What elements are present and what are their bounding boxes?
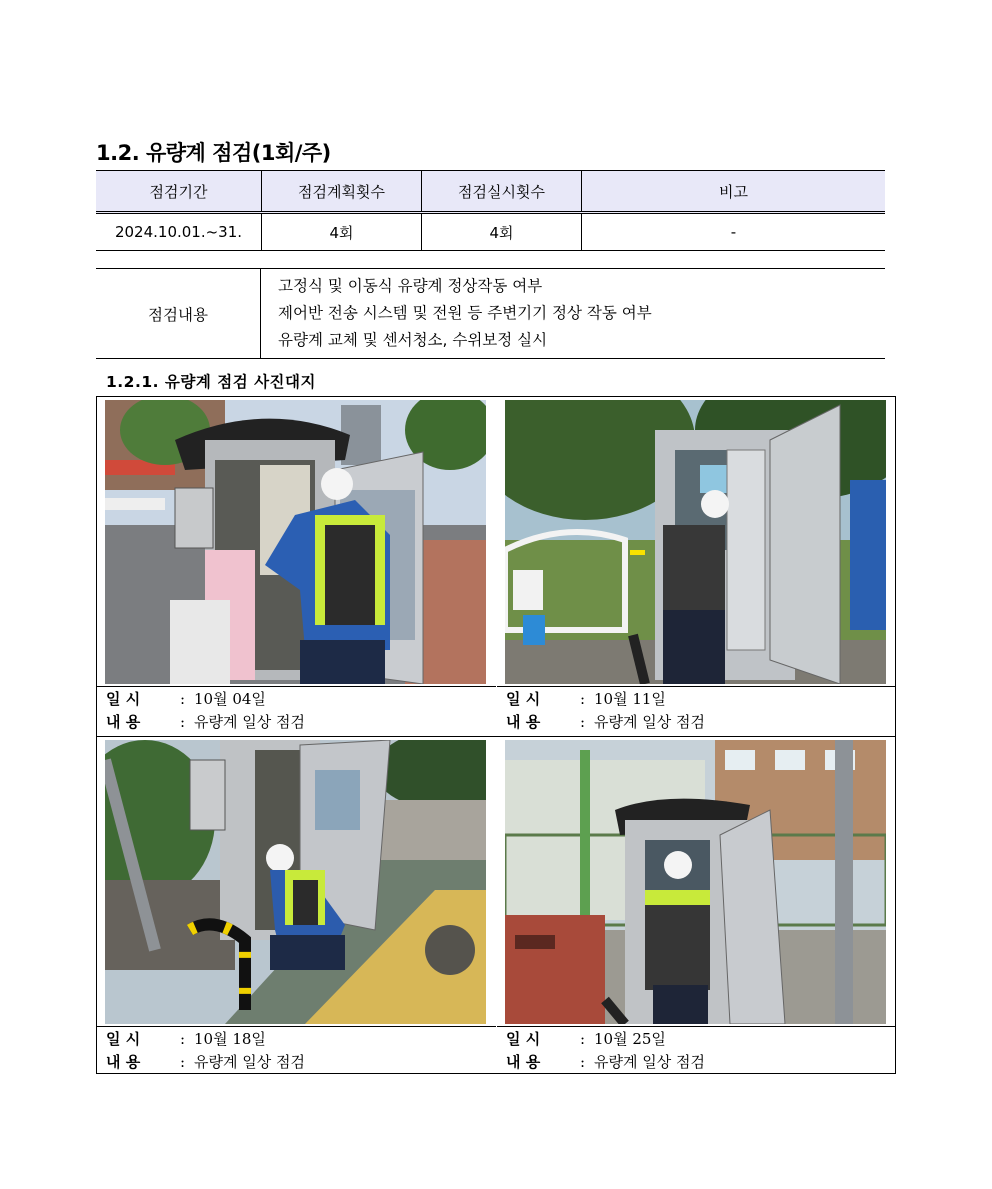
photo-caption-2 [497, 686, 896, 735]
separator: : [580, 690, 586, 708]
separator: : [580, 1053, 586, 1071]
date-label: 일 시 [506, 1030, 541, 1048]
photo-section-title: 1.2.1. 유량계 점검 사진대지 [106, 373, 316, 391]
inspection-photo-1 [105, 400, 486, 684]
content-label: 내 용 [506, 1053, 541, 1071]
content-item: 제어반 전송 시스템 및 전원 등 주변기기 정상 작동 여부 [278, 304, 652, 322]
content-table [96, 268, 885, 359]
separator: : [180, 690, 186, 708]
caption-content-line [506, 1051, 705, 1073]
caption-date-line [506, 688, 666, 710]
caption-date-line [506, 1028, 666, 1050]
separator: : [180, 1053, 186, 1071]
inspection-photo-4 [505, 740, 886, 1024]
header-remarks: 비고 [582, 171, 886, 213]
content-item: 유량계 교체 및 센서청소, 수위보정 실시 [278, 331, 548, 349]
inspection-photo-2 [505, 400, 886, 684]
photo-date: 10월 11일 [594, 690, 666, 708]
caption-content-line [106, 711, 305, 733]
date-label: 일 시 [106, 1030, 141, 1048]
content-item: 고정식 및 이동식 유량계 정상작동 여부 [278, 277, 543, 295]
content-label: 점검내용 [96, 269, 261, 359]
photo-content: 유량계 일상 점검 [594, 713, 705, 731]
section-title: 1.2. 유량계 점검(1회/주) [96, 141, 331, 165]
photo-content: 유량계 일상 점검 [594, 1053, 705, 1071]
caption-date-line [106, 688, 266, 710]
summary-header-row [96, 171, 885, 213]
caption-content-line [106, 1051, 305, 1073]
summary-table [96, 170, 885, 251]
header-actual-count: 점검실시횟수 [422, 171, 582, 213]
summary-data-row [96, 213, 885, 251]
caption-date-line [106, 1028, 266, 1050]
content-label: 내 용 [506, 713, 541, 731]
photo-date: 10월 04일 [194, 690, 266, 708]
separator: : [580, 1030, 586, 1048]
separator: : [180, 713, 186, 731]
photo-cell-3 [97, 736, 496, 1071]
photo-caption-1 [97, 686, 496, 735]
photo-date: 10월 25일 [594, 1030, 666, 1048]
photo-grid [96, 396, 896, 1074]
separator: : [580, 713, 586, 731]
caption-content-line [506, 711, 705, 733]
cell-actual-count: 4회 [422, 213, 582, 251]
date-label: 일 시 [106, 690, 141, 708]
photo-cell-4 [496, 736, 896, 1071]
cell-remarks: - [582, 213, 886, 251]
separator: : [180, 1030, 186, 1048]
cell-planned-count: 4회 [262, 213, 422, 251]
cell-period: 2024.10.01.~31. [96, 213, 262, 251]
photo-caption-4 [497, 1026, 896, 1075]
content-label: 내 용 [106, 713, 141, 731]
inspection-photo-3 [105, 740, 486, 1024]
photo-date: 10월 18일 [194, 1030, 266, 1048]
date-label: 일 시 [506, 690, 541, 708]
content-items [261, 269, 886, 359]
photo-content: 유량계 일상 점검 [194, 1053, 305, 1071]
header-period: 점검기간 [96, 171, 262, 213]
photo-caption-3 [97, 1026, 496, 1075]
header-planned-count: 점검계획횟수 [262, 171, 422, 213]
content-label: 내 용 [106, 1053, 141, 1071]
photo-content: 유량계 일상 점검 [194, 713, 305, 731]
